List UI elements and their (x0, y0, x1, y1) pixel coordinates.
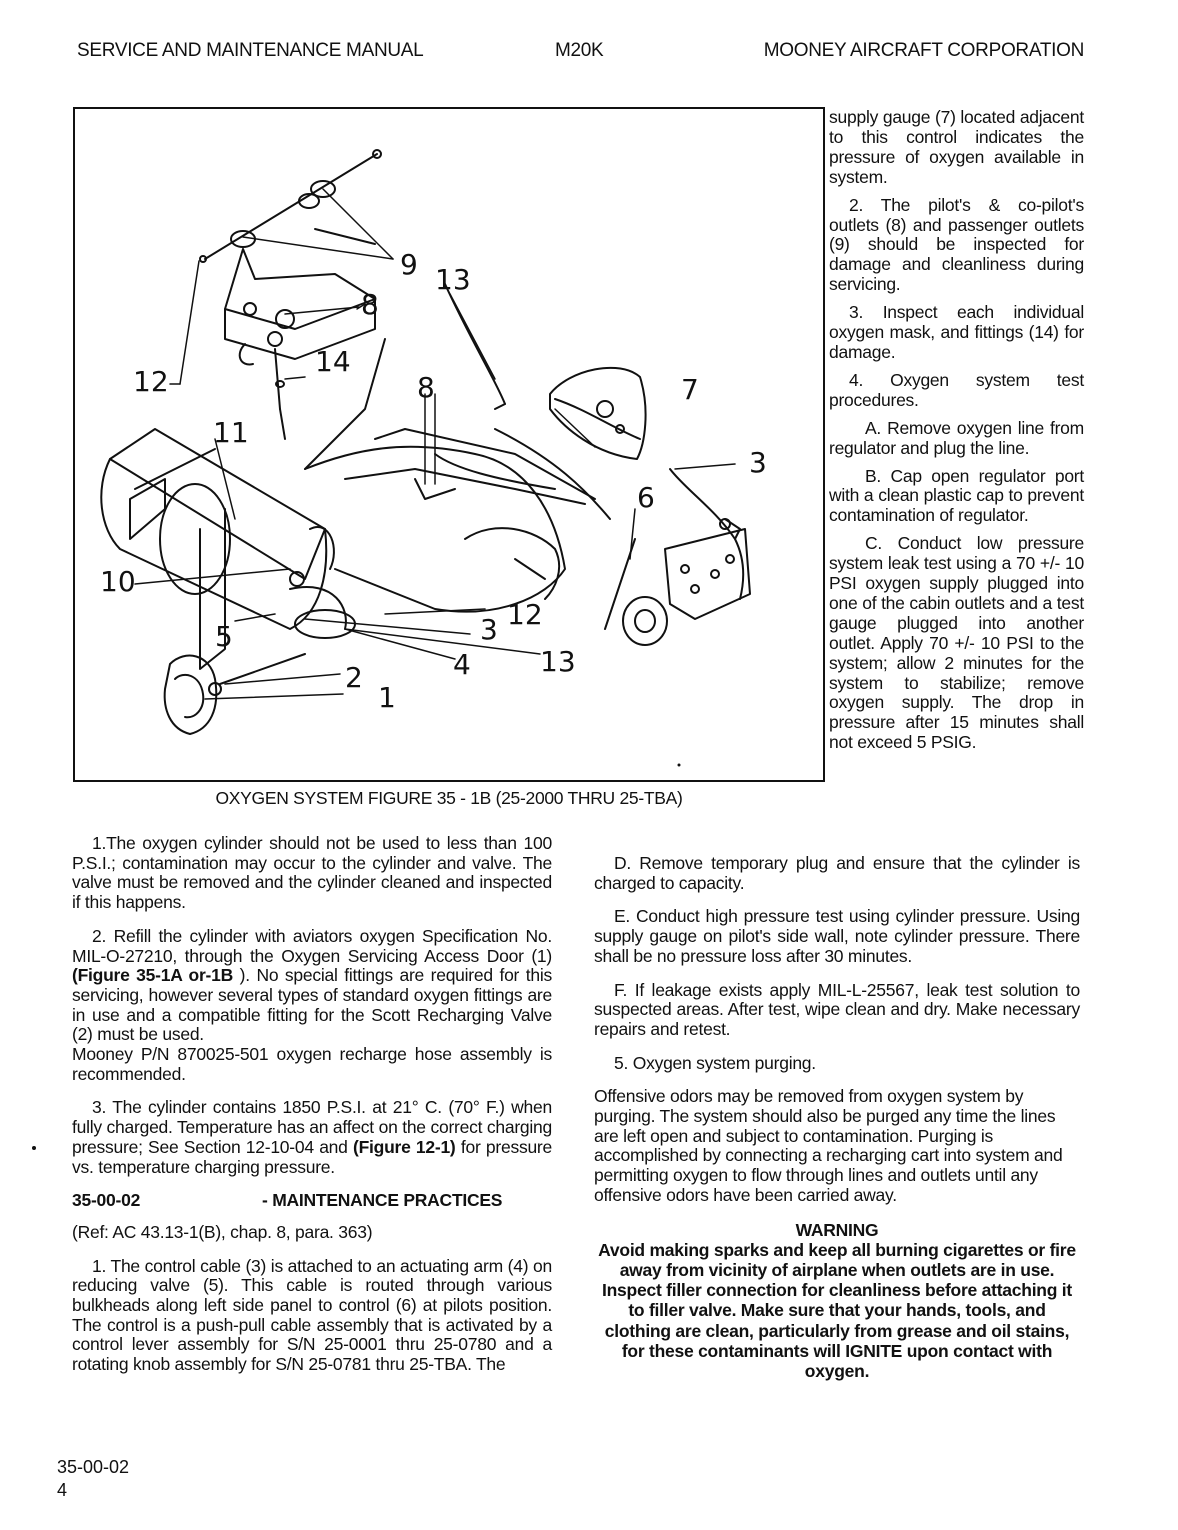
paragraph: 1. The control cable (3) is attached to an actuating arm (4) on reducing valve (5). This cable is routed through various bulkheads along left side panel to control (6) at pilots position. The control is a push-pull cable assembly that is activated by a control lever assembly for S/N 25-0001 thru 25-0780 and a rotating knob assembly for S/N 25-0781 thru 25-TBA. The (72, 1255, 552, 1375)
callout-label: 4 (453, 648, 471, 681)
callout-label: 10 (100, 565, 136, 598)
text-run: ). No special fittings are required for this servicing, however several types of standard oxygen fittings are in use and a compatible fitting for the Scott Recharging Valve (2) must be used. (72, 965, 552, 1045)
paragraph: 2. The pilot's & co-pilot's outlets (8) and passenger outlets (9) should be inspected for damage and cleanliness during servicing. (829, 194, 1084, 295)
text-run: 2. Refill the cylinder with aviators oxygen Specification No. MIL-O-27210, through the Oxygen Servicing Access Door (1) (72, 925, 552, 966)
callout-label: 3 (480, 613, 498, 646)
paragraph: 4. Oxygen system test procedures. (829, 369, 1084, 410)
passenger-outlets-drawing (200, 150, 381, 439)
paragraph: Mooney P/N 870025-501 oxygen recharge hose assembly is recommended. (72, 1044, 552, 1084)
header-company: MOONEY AIRCRAFT CORPORATION (763, 40, 1084, 61)
oxygen-system-figure (73, 107, 825, 782)
callout-label: 8 (361, 288, 379, 321)
section-heading (72, 1191, 552, 1211)
paragraph: C. Conduct low pressure system leak test using a 70 +/- 10 PSI oxygen supply plugged into one of the cabin outlets and a test gauge plugged into another outlet. Apply 70 +/- 10 PSI to the system; allow 2 minutes for the system to stabilize; remove oxygen supply. The drop in pressure after 15 minutes shall not exceed 5 PSIG. (829, 533, 1084, 753)
reference-line: (Ref: AC 43.13-1(B), chap. 8, para. 363) (72, 1221, 373, 1242)
text-run: for pressure vs. temperature charging pressure. (72, 1136, 552, 1177)
warning-title: WARNING (795, 1219, 879, 1240)
header-model: M20K (555, 40, 604, 61)
callout-label: 13 (540, 645, 576, 678)
figure-reference: (Figure 35-1A or-1B (72, 965, 234, 986)
paragraph: supply gauge (7) located adjacent to this control indicates the pressure of oxygen available in system. (829, 107, 1084, 187)
paragraph: Offensive odors may be removed from oxygen system by purging. The system should also be purged any time the lines are left open and subject to contamination. Purging is accomplished by connecting a recharging cart into system and permitting oxygen to flow through lines and outlets until any offensive odors have been carried away. (594, 1086, 1063, 1205)
right-top-column (829, 108, 1084, 761)
callout-label: 5 (215, 620, 233, 653)
paragraph: 1.The oxygen cylinder should not be used to less than 100 P.S.I.; contamination may occur to the cylinder and valve. The valve must be removed and the cylinder cleaned and inspected if this happens. (72, 833, 552, 913)
figure-reference: (Figure 12-1) (353, 1136, 456, 1157)
paragraph (72, 927, 552, 1045)
callout-label: 12 (507, 598, 543, 631)
callout-label: 12 (133, 365, 169, 398)
callout-label: 8 (417, 371, 435, 404)
callout-label: 7 (681, 373, 699, 406)
paragraph (72, 1098, 552, 1177)
supply-gauge-drawing (550, 368, 646, 459)
callout-label: 6 (637, 481, 655, 514)
callout-label: 9 (400, 248, 418, 281)
section-title: - MAINTENANCE PRACTICES (262, 1190, 503, 1211)
callout-label: 1 (378, 681, 396, 714)
paragraph: B. Cap open regulator port with a clean plastic cap to prevent contamination of regulator. (829, 465, 1084, 526)
footer-page-number: 4 (57, 1480, 68, 1500)
callout-label: 13 (435, 263, 471, 296)
text-run: 3. The cylinder contains 1850 P.S.I. at 21° C. (70° F.) when fully charged. Temperature has an affect on the correct charging pressure; See Section 12-10-04 and (72, 1097, 552, 1157)
paragraph: E. Conduct high pressure test using cylinder pressure. Using supply gauge on pilot's side wall, note cylinder pressure. There shall be no pressure loss after 30 minutes. (594, 906, 1080, 966)
servicing-access-door-drawing (165, 654, 305, 734)
paragraph: D. Remove temporary plug and ensure that the cylinder is charged to capacity. (594, 853, 1080, 893)
footer-section: 35-00-02 (57, 1457, 130, 1477)
header-manual-title: SERVICE AND MAINTENANCE MANUAL (77, 40, 424, 61)
callout-label: 11 (213, 416, 249, 449)
callout-label: 14 (315, 345, 351, 378)
scan-mark (32, 1146, 36, 1150)
callout-label: 2 (345, 661, 363, 694)
warning-text: Avoid making sparks and keep all burning cigarettes or fire away from vicinity of airplane when outlets are in use. Inspect filler connection for cleanliness before attaching it to filler valve. Make sure that your hands, tools, and clothing are clean, particularly from grease and oil stains, for these contaminants will IGNITE upon contact with oxygen. (598, 1239, 1076, 1381)
paragraph: 5. Oxygen system purging. (614, 1052, 816, 1073)
figure-caption: OXYGEN SYSTEM FIGURE 35 - 1B (25-2000 THRU 25-TBA) (215, 788, 683, 808)
left-column (72, 834, 552, 1375)
callout-label: 3 (749, 446, 767, 479)
paragraph: 3. Inspect each individual oxygen mask, and fittings (14) for damage. (829, 302, 1084, 362)
oxygen-system-diagram (75, 109, 827, 784)
paragraph: A. Remove oxygen line from regulator and plug the line. (829, 417, 1084, 458)
section-number: 35-00-02 (72, 1190, 141, 1211)
right-column (594, 854, 1080, 1381)
paragraph: F. If leakage exists apply MIL-L-25567, leak test solution to suspected areas. After test, wipe clean and dry. Make necessary repairs and retest. (594, 979, 1080, 1039)
